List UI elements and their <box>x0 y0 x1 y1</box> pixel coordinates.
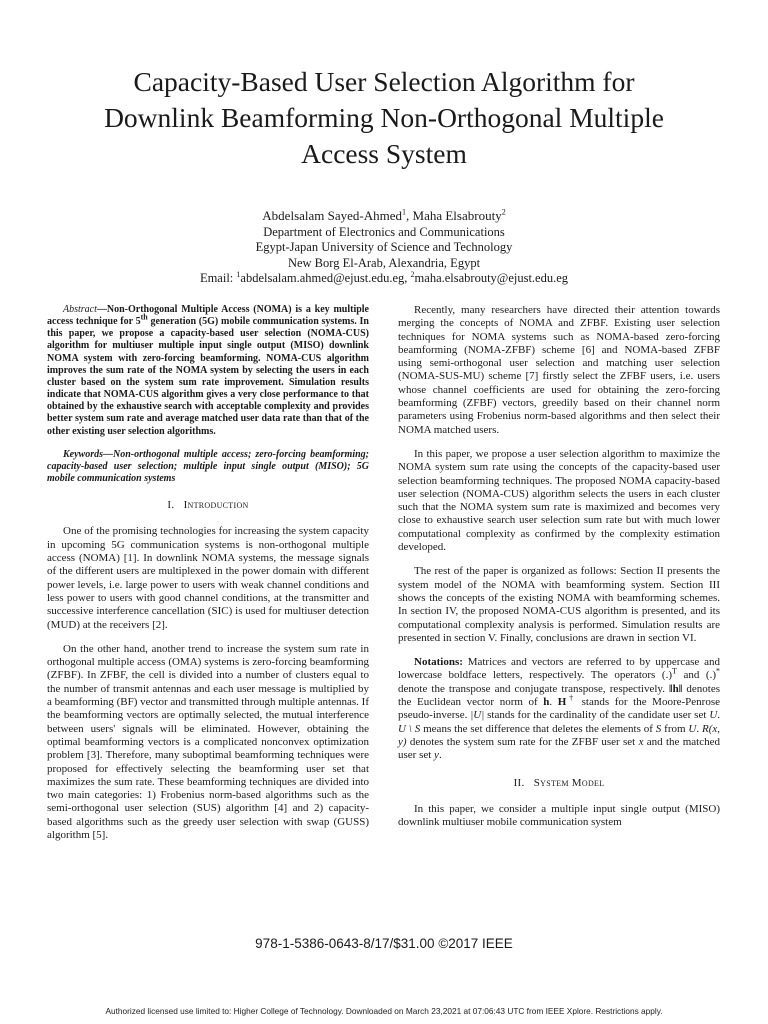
author-block <box>40 208 728 287</box>
section-2-number: II. <box>513 776 525 789</box>
keywords-text: Non-orthogonal multiple access; zero-forcing beamforming; capacity-based user selection; multiple input single output (MISO); 5G mobile communication systems <box>47 448 369 485</box>
email-1: abdelsalam.ahmed@ejust.edu.eg, <box>240 271 411 285</box>
author-1-affil: 1 <box>402 207 407 217</box>
left-column <box>47 304 369 853</box>
section-1-number: I. <box>167 499 175 512</box>
notations-label: Notations: <box>414 656 463 669</box>
email-2: maha.elsabrouty@ejust.edu.eg <box>414 271 569 285</box>
copyright-line: 978-1-5386-0643-8/17/$31.00 ©2017 IEEE <box>255 936 513 951</box>
notations-t12: denotes the system sum rate for the ZFBF user set <box>406 735 639 748</box>
title-line-2: Downlink Beamforming Non-Orthogonal Multiple <box>104 102 664 133</box>
notations-H: H <box>557 696 567 709</box>
notations-S1: S <box>655 722 662 735</box>
notations-setdiff: U \ S <box>398 722 421 735</box>
notations-Rxy: R(x, y) <box>398 722 721 748</box>
author-separator: , <box>406 208 413 223</box>
email-label: Email: <box>199 271 237 285</box>
abstract-th: th <box>140 312 148 322</box>
notations-t2: and <box>676 669 706 682</box>
keywords <box>47 449 369 485</box>
notations-t14: . <box>438 749 442 762</box>
notations-y: y <box>434 749 439 762</box>
university: Egypt-Japan University of Science and Technology <box>255 240 513 254</box>
section-heading-introduction <box>47 499 369 512</box>
notations-t7: stands for the cardinality of the candidate user set <box>484 709 710 722</box>
notations-U2: U <box>688 722 697 735</box>
section-heading-system-model <box>398 777 720 790</box>
email-line <box>40 271 728 287</box>
title-line-3: Access System <box>301 138 467 169</box>
notations-h: h <box>543 696 550 709</box>
abstract-text-a: Non-Orthogonal Multiple Access (NOMA) is a key multiple access technique for 5 <box>47 304 369 328</box>
notations-t3: denote the transpose and conjugate transpose, respectively. <box>398 682 670 695</box>
department: Department of Electronics and Communications <box>263 224 505 239</box>
notations-op1: (.) <box>661 669 672 682</box>
intro-paragraph-5: The rest of the paper is organized as follows: Section II presents the system model of the NOMA with beamforming system. Section III shows the concepts of the existing NOMA with beamforming schemes. In section IV, the proposed NOMA-CUS algorithm is presented, and its computational complexity analysis is performed. Simulation results are presented in section V. Finally, conclusions are drawn in section VI. <box>398 565 720 644</box>
abstract <box>47 304 369 438</box>
notations-H-sup: † <box>566 693 577 703</box>
license-notice: Authorized licensed use limited to: Higher College of Technology. Downloaded on March 23,2021 at 07:06:43 UTC from IEEE Xplore. Restrictions apply. <box>105 1006 663 1016</box>
abstract-dash: — <box>96 304 107 315</box>
author-2-affil: 2 <box>501 207 506 217</box>
author-2: Maha Elsabrouty <box>412 208 502 223</box>
notations-t4: denotes the Euclidean vector norm of <box>398 682 721 709</box>
email-2-affil: 2 <box>410 269 415 279</box>
notations-t11: . <box>696 722 702 735</box>
abstract-text-b: generation (5G) mobile communication systems. In this paper, we propose a capacity-based user selection (NOMA-CUS) algorithm for multiuser multiple input single output (MISO) downlink NOMA system with zero-forcing beamforming. NOMA-CUS algorithm improves the sum rate of the NOMA system by selecting the users in each cluster based on the system sum rate improvement. Simulation results indicate that NOMA-CUS algorithm gives a very close performance to that obtained by the exhaustive search with acceptable complexity and provides better system sum rate and average matched user data rate than that of the other existing user selection algorithms. <box>47 316 369 437</box>
section-1-title: Introduction <box>183 499 249 512</box>
abstract-label: Abstract <box>63 304 97 315</box>
notations-t9: means the set difference that deletes the elements of <box>420 722 656 735</box>
notations-t10: from <box>661 722 689 735</box>
section-2-title: System Model <box>533 776 605 789</box>
notations-t5: . <box>549 696 558 709</box>
keywords-dash: — <box>103 448 113 460</box>
author-1: Abdelsalam Sayed-Ahmed <box>262 208 403 223</box>
notations-t8: . <box>717 709 721 722</box>
system-model-paragraph: In this paper, we consider a multiple input single output (MISO) downlink multiuser mobile communication system <box>398 802 720 829</box>
intro-paragraph-2: On the other hand, another trend to increase the system sum rate in orthogonal multiple access (OMA) systems is zero-forcing beamforming (ZFBF). In ZFBF, the cell is divided into a number of clusters equal to the number of transmit antennas and each user message is multiplied by a beamforming (BF) vector and transmitted through multiple antennas. If the beamforming vectors are optimally selected, the mutual interference between users' signals will be eliminated. However, obtaining the optimal beamforming vectors is a complicated nonconvex optimization problem [3]. Therefore, many suboptimal beamforming techniques were proposed for effectively selecting the beamforming user set that maximizes the sum rate. These beamforming techniques are divided into two main categories: 1) Frobenius norm-based algorithms such as the semi-orthogonal user selection (SUS) algorithm [4] and 2) capacity-based algorithms such as the greedy user selection with swap (GUSS) algorithm [5]. <box>47 642 369 842</box>
intro-paragraph-4: In this paper, we propose a user selection algorithm to maximize the NOMA system sum rate using the concepts of the capacity-based user selection beamforming techniques. The proposed NOMA capacity-based user selection (NOMA-CUS) algorithm selects the users in each cluster such that the NOMA system sum rate is maximized and becomes very close to exhaustive search user selection sum rate but with much lower computational complexity as confirmed by the complexity estimation developed. <box>398 447 720 554</box>
title-line-1: Capacity-Based User Selection Algorithm for <box>133 66 635 97</box>
notations-op1-sup: T <box>672 666 677 676</box>
paper-title <box>40 64 728 172</box>
notations-t6: stands for the Moore-Penrose pseudo-inverse. <box>398 696 721 722</box>
right-column <box>398 304 720 840</box>
notations-norm: ‖h‖ <box>669 682 683 695</box>
notations-op2: (.) <box>705 669 716 682</box>
intro-paragraph-3: Recently, many researchers have directed their attention towards merging the concepts of NOMA and ZFBF. Existing user selection techniques for NOMA systems such as NOMA-based zero-forcing beamforming (NOMA-ZFBF) scheme [6] and NOMA-based ZFBF using semi-orthogonal user selection and matching user selection (NOMA-SUS-MU) scheme [7] firstly select the ZFBF users, i.e. users whose channel coefficients are used for obtaining the zero-forcing beamforming (ZFBF) vectors, greedily based on their channel norm parameters using Frobenius norm-based algorithms and then select their NOMA matched users. <box>398 304 720 436</box>
notations-x: x <box>638 735 644 748</box>
notations-op2-sup: * <box>716 666 720 676</box>
keywords-label: Keywords <box>63 448 103 460</box>
notations-t1: Matrices and vectors are referred to by uppercase and lowercase boldface letters, respectively. The operators <box>398 656 720 682</box>
intro-paragraph-1: One of the promising technologies for increasing the system capacity in upcoming 5G communication systems is non-orthogonal multiple access (NOMA) [1]. In downlink NOMA systems, the message signals of the different users are multiplexed in the power domain with different power levels, i.e. large power to users with weak channel conditions and less power to users with good channel conditions, at the transmitter and successive interference cancellation (SIC) is used for multiuser detection (MUD) at the receivers [2]. <box>47 525 369 631</box>
notations-t13: and the matched user set <box>398 735 720 762</box>
notations-U1: U <box>709 709 718 722</box>
city: New Borg El-Arab, Alexandria, Egypt <box>287 255 481 270</box>
author-names <box>40 208 728 224</box>
email-1-affil: 1 <box>236 269 241 279</box>
notations-card: |U| <box>470 709 485 722</box>
notations-paragraph <box>398 656 720 762</box>
